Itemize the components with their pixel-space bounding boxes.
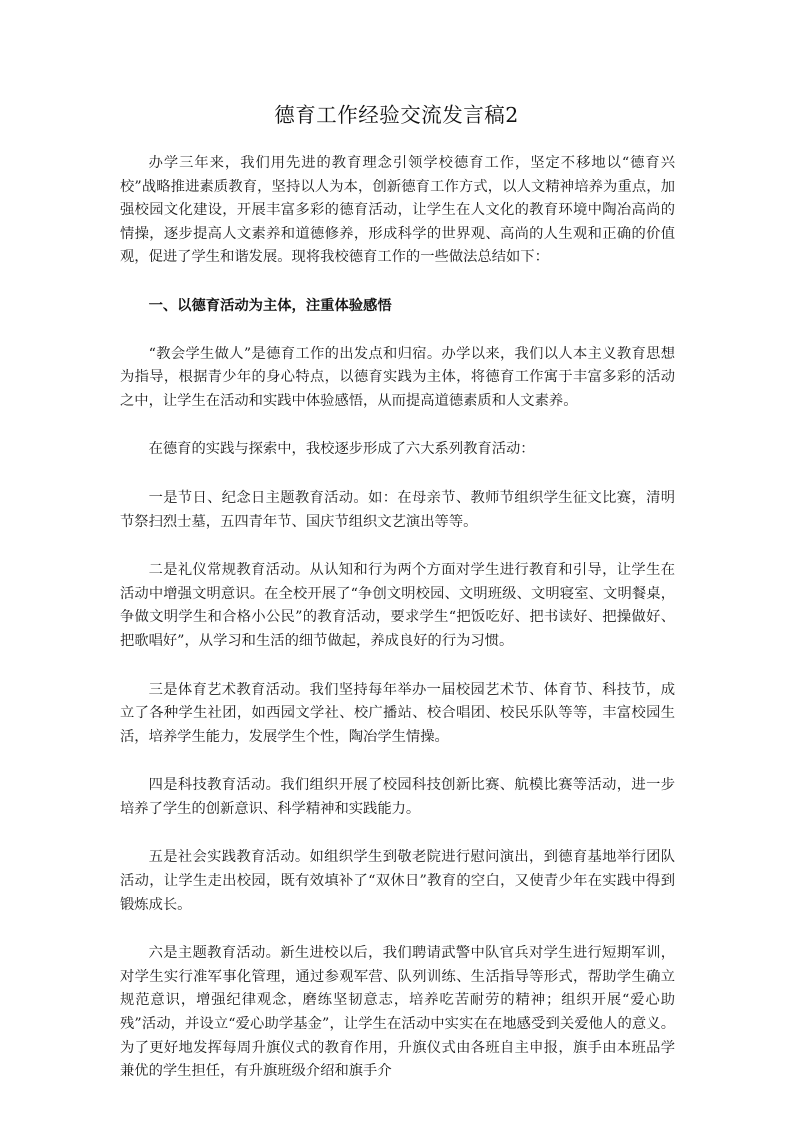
body-paragraph: 四是科技教育活动。我们组织开展了校园科技创新比赛、航模比赛等活动，进一步培养了学生的创新意识、科学精神和实践能力。	[120, 777, 675, 817]
document-title: 德育工作经验交流发言稿2	[274, 103, 519, 127]
section-heading: 一、以德育活动为主体，注重体验感悟	[148, 297, 392, 314]
body-paragraph: “教会学生做人”是德育工作的出发点和归宿。办学以来，我们以人本主义教育思想为指导，根据青少年的身心特点，以德育实践为主体，将德育工作寓于丰富多彩的活动之中，让学生在活动和实践中体验感悟，从而提高道德素质和人文素养。	[120, 345, 675, 409]
body-paragraph: 五是社会实践教育活动。如组织学生到敬老院进行慰问演出，到德育基地举行团队活动，让学生走出校园，既有效填补了“双休日”教育的空白，又使青少年在实践中得到锻炼成长。	[120, 849, 675, 913]
body-paragraph: 二是礼仪常规教育活动。从认知和行为两个方面对学生进行教育和引导，让学生在活动中增强文明意识。在全校开展了“争创文明校园、文明班级、文明寝室、文明餐桌，争做文明学生和合格小公民”的教育活动，要求学生“把饭吃好、把书读好、把操做好、把歌唱好”，从学习和生活的细节做起，养成良好的行为习惯。	[120, 562, 675, 649]
body-paragraph: 三是体育艺术教育活动。我们坚持每年举办一届校园艺术节、体育节、科技节，成立了各种学生社团，如西园文学社、校广播站、校合唱团、校民乐队等等，丰富校园生活，培养学生能力，发展学生个性，陶冶学生情操。	[120, 681, 675, 745]
body-paragraph: 在德育的实践与探索中，我校逐步形成了六大系列教育活动：	[148, 441, 535, 458]
document-body	[120, 152, 675, 1084]
body-paragraph: 一是节日、纪念日主题教育活动。如：在母亲节、教师节组织学生征文比赛，清明节祭扫烈士墓，五四青年节、国庆节组织文艺演出等等。	[120, 489, 675, 530]
intro-paragraph: 办学三年来，我们用先进的教育理念引领学校德育工作，坚定不移地以“德育兴校”战略推进素质教育，坚持以人为本，创新德育工作方式，以人文精神培养为重点，加强校园文化建设，开展丰富多彩的德育活动，让学生在人文化的教育环境中陶冶高尚的情操，逐步提高人文素养和道德修养，形成科学的世界观、高尚的人生观和正确的价值观，促进了学生和谐发展。现将我校德育工作的一些做法总结如下：	[120, 155, 675, 266]
body-paragraph: 六是主题教育活动。新生进校以后，我们聘请武警中队官兵对学生进行短期军训，对学生实行准军事化管理，通过参观军营、队列训练、生活指导等形式，帮助学生确立规范意识，增强纪律观念，磨练坚韧意志，培养吃苦耐劳的精神；组织开展“爱心助残”活动，并设立“爱心助学基金”，让学生在活动中实实在在地感受到关爱他人的意义。为了更好地发挥每周升旗仪式的教育作用，升旗仪式由各班自主申报，旗手由本班品学兼优的学生担任，有升旗班级介绍和旗手介	[120, 945, 675, 1080]
